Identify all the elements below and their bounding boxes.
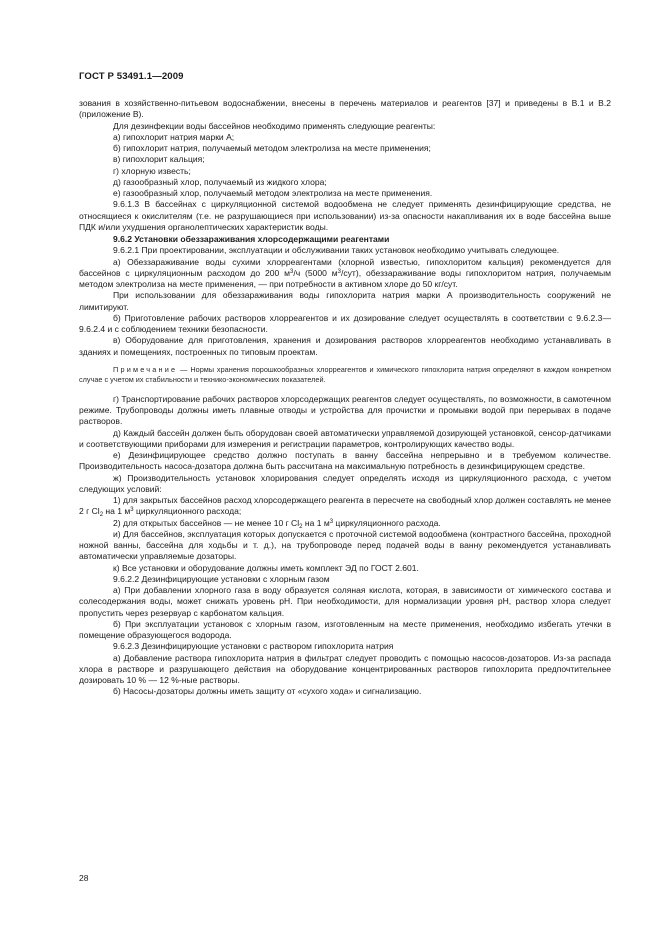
document-body [79,98,611,698]
paragraph-9-6-1-3: 9.6.1.3 В бассейнах с циркуляционной системой водообмена не следует применять дезинфицирующие средства, не относящиеся к окислителям (т.е. не разрушающиеся при использовании) из-за опасности накапливания их в воде бассейна выше ПДК и/или ухудшения органолептических характеристик воды. [79,199,611,232]
standard-header: ГОСТ Р 53491.1—2009 [79,71,184,82]
list-item-d: д) газообразный хлор, получаемый из жидкого хлора; [113,176,327,187]
paragraph-item-zh: ж) Производительность установок хлорирования следует определять исходя из циркуляционного расхода, с учетом следующих условий: [79,472,611,494]
subscript: 2 [299,523,303,530]
list-item-b: б) гипохлорит натрия, получаемый методом электролиза на месте применения; [113,143,431,153]
note-block [79,365,611,385]
text-run: на 1 м [302,517,330,528]
note-label: Примечание [113,364,178,374]
superscript: 3 [130,507,134,514]
paragraph-item-e: е) Дезинфицирующее средство должно поступать в ванну бассейна непрерывно и в требуемом количестве. Производительность насоса-дозатора должна быть рассчитана на максимальную потребность в дезинфицирующем средстве. [79,450,611,472]
paragraph-item-d: д) Каждый бассейн должен быть оборудован своей автоматически управляемой дозирующей установкой, сенсор-датчиками и соответствующими приборами для измерения и регистрации параметров, контролирующих качество воды. [79,427,611,449]
paragraph-hypochlorite-a: а) Добавление раствора гипохлорита натрия в фильтрат следует проводить с помощью насосов-дозаторов. Из-за распада хлора в растворе и разрушающего действия на оборудование концентрированных растворов гипохлорита предпочтительнее дозировать 10 % — 12 %-ные растворы. [79,652,611,685]
text-run: 1) для закрытых бассейнов расход хлорсодержащего реагента в пересчете на свободный хлор должен составлять не менее 2 г Cl [79,495,611,517]
paragraph-hypochlorite-b: б) Насосы-дозаторы должны иметь защиту от «сухого хода» и сигнализацию. [113,686,422,697]
paragraph-item-a-continued: При использовании для обеззараживания воды гипохлорита натрия марки А производительность сооружений не лимитируют. [79,290,611,312]
paragraph-reagents-intro: Для дезинфекции воды бассейнов необходимо применять следующие реагенты: [113,120,436,131]
text-run: циркуляционного расхода; [133,506,242,517]
list-item-g: г) хлорную известь; [113,165,191,176]
paragraph-item-g: г) Транспортирование рабочих растворов хлорсодержащих реагентов следует осуществлять, по возможности, в самотечном режиме. Трубопроводы должны иметь плавные отводы и устройства для прочистки и промывки водой при перерывах в подаче растворов. [79,393,611,427]
paragraph-continuation: зования в хозяйственно-питьевом водоснабжении, внесены в перечень материалов и реагентов [37] и приведены в В.1 и В.2 (приложение В). [79,98,611,120]
text-run: циркуляционного расхода. [333,517,441,528]
paragraph-condition-1 [79,495,611,518]
paragraph-item-b: б) Приготовление рабочих растворов хлорреагентов и их дозирование следует осуществлять в соответствии с 9.6.2.3—9.6.2.4 и с соблюдением техники безопасности. [79,312,611,334]
page-number: 28 [79,873,89,883]
list-item-v: в) гипохлорит кальция; [113,154,205,165]
superscript: 3 [337,268,342,275]
text-run: а) Обеззараживание воды сухими хлорреагентами (хлорной известью, гипохлоритом кальция) рекомендуется для бассейнов с циркуляционным расходом до 200 м [79,256,611,278]
paragraph-9-6-2-1: 9.6.2.1 При проектировании, эксплуатации и обслуживании таких установок необходимо учитывать следующее. [113,245,560,256]
superscript: 3 [329,518,334,525]
section-heading-9-6-2: 9.6.2 Установки обеззараживания хлорсодержащими реагентами [113,234,390,244]
paragraph-9-6-2-3: 9.6.2.3 Дезинфицирующие установки с раствором гипохлорита натрия [113,641,394,652]
paragraph-chlorine-a: а) При добавлении хлорного газа в воду образуется соляная кислота, которая, в зависимости от химического состава и солесодержания воды, может снижать уровень pH. При необходимости, для нормализации уровня pH, раствор хлора следует пропустить через резервуар с карбонатом кальция. [79,585,611,618]
list-item-e: е) газообразный хлор, получаемый методом электролиза на месте применения. [113,188,433,198]
note-text: — Нормы хранения порошкообразных хлорреагентов и химического гипохлорита натрия определяют в каждом конкретном случае с учетом их стабильности и технико-экономических показателей. [79,364,611,384]
paragraph-condition-2 [79,518,611,529]
text-run: /сут), обеззараживание воды гипохлоритом натрия, получаемым методом электролиза на месте применения, — при потребности в активном хлоре до 50 кг/сут. [79,267,611,289]
paragraph-item-v: в) Оборудование для приготовления, хранения и дозирования растворов хлорреагентов необходимо устанавливать в зданиях и помещениях, построенных по типовым проектам. [79,335,611,357]
paragraph-item-i: и) Для бассейнов, эксплуатация которых допускается с проточной системой водообмена (контрастного бассейна, проходной ножной ванны, бассейна для ходьбы и т. д.), на трубопроводе перед подачей воды в ванну рекомендуется устанавливать автоматически управляемые дозаторы. [79,528,611,562]
paragraph-item-a [79,257,611,291]
paragraph-item-k: к) Все установки и оборудование должны иметь комплект ЭД по ГОСТ 2.601. [113,562,419,573]
paragraph-chlorine-b: б) При эксплуатации установок с хлорным газом, изготовленным на месте применения, необходимо избегать утечки в помещение образующегося водорода. [79,618,611,640]
text-run: /ч (5000 м [293,267,338,278]
list-item-a: а) гипохлорит натрия марки А; [113,131,235,142]
text-run: на 1 м [103,506,131,517]
superscript: 3 [289,268,294,275]
text-run: 2) для открытых бассейнов — не менее 10 г Cl [113,517,300,528]
paragraph-9-6-2-2: 9.6.2.2 Дезинфицирующие установки с хлорным газом [113,573,330,584]
subscript: 2 [99,512,104,519]
